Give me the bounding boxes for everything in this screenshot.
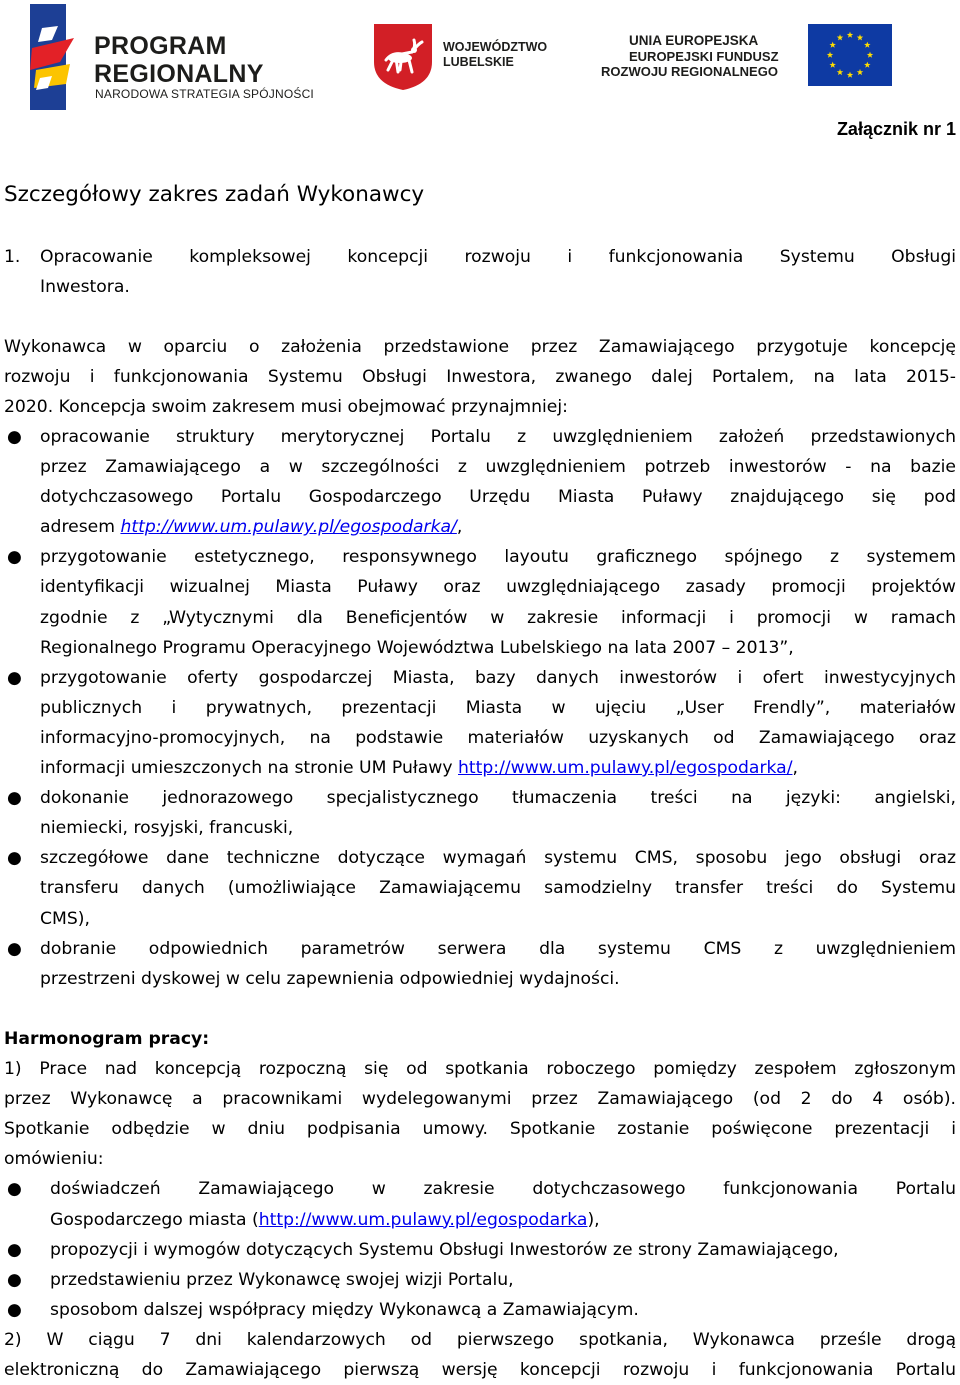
section-1-number: 1. [4,247,21,267]
list-item [4,1295,956,1325]
list-item-line: dokonanie jednorazowego specjalistycznego tłumaczenia treści na języki: angielski, [40,788,956,809]
bullet-icon: ● [7,427,22,447]
voivodeship-line2: LUBELSKIE [443,55,514,69]
bullet-icon: ● [7,848,22,869]
egospodarka-link[interactable]: http://www.um.pulawy.pl/egospodarka/ [120,517,457,538]
list-item-last-line [40,753,956,783]
section-1 [4,242,956,302]
list-item-last-line: niemiecki, rosyjski, francuski, [40,818,294,839]
bullet-icon: ● [7,1239,22,1260]
bullet-icon: ● [7,1179,22,1200]
program-line1: PROGRAM [94,32,227,60]
lubelskie-logo [372,22,562,97]
list-item-line: transferu danych (umożliwiające Zamawiającemu samodzielny transfer treści do Systemu [40,878,956,899]
list-item-last-line: przestrzeni dyskowej w celu zapewnienia odpowiedniej wydajności. [40,968,620,989]
voivodeship-line1: WOJEWÓDZTWO [443,40,548,54]
list-item-text: Gospodarczego miasta ( [50,1209,259,1230]
list-item-line: dotychczasowego Portalu Gospodarczego Urzędu Miasta Puławy znajdującego się pod [40,487,956,508]
schedule-p1-line: przez Wykonawcę a pracownikami wydelegowanymi przez Zamawiającego (od 2 do 4 osób). [4,1089,956,1110]
list-item-line: przygotowanie estetycznego, responsywnego layoutu graficznego spójnego z systemem [40,547,956,568]
list-item-line: przez Zamawiającego a w szczególności z uwzględnieniem potrzeb inwestorów - na bazie [40,457,956,478]
section-1-heading-line1: Opracowanie kompleksowej koncepcji rozwoju i funkcjonowania Systemu Obsługi [40,247,956,267]
list-item [4,1235,956,1265]
intro-paragraph [4,332,956,422]
list-item-line: sposobom dalszej współpracy między Wykonawcą a Zamawiającym. [50,1299,639,1320]
schedule-heading: Harmonogram pracy: [4,1029,210,1049]
header-logos [0,0,960,112]
list-item-line: publicznych i prywatnych, prezentacji Miasta w ujęciu „User Frendly”, materiałów [40,697,956,718]
list-item-line: informacyjno-promocyjnych, na podstawie materiałów uzyskanych od Zamawiającego oraz [40,727,956,748]
list-item-line: zgodnie z „Wytycznymi dla Beneficjentów w zakresie informacji i promocji w ramach [40,607,956,628]
page-title: Szczegółowy zakres zadań Wykonawcy [4,182,425,207]
list-item [4,1174,956,1234]
list-item-line: doświadczeń Zamawiającego w zakresie dotychczasowego funkcjonowania Portalu [50,1179,956,1200]
list-item [4,1265,956,1295]
list-item [4,783,956,843]
list-item-text: informacji umieszczonych na stronie UM Puławy [40,758,458,779]
list-item-line: dobranie odpowiednich parametrów serwera dla systemu CMS z uwzględnieniem [40,938,956,959]
schedule-p2-line: elektroniczną do Zamawiającego pierwszą wersję koncepcji rozwoju i funkcjonowania Portalu [4,1360,956,1381]
program-regionalny-emblem-icon [30,4,92,110]
schedule-p2-line: 2) W ciągu 7 dni kalendarzowych od pierwszego spotkania, Wykonawca prześle drogą [4,1329,956,1350]
bullet-icon: ● [7,938,22,959]
program-line3: NARODOWA STRATEGIA SPÓJNOŚCI [95,87,314,101]
eu-line3: ROZWOJU REGIONALNEGO [601,64,778,79]
schedule-p1-last-line: omówieniu: [4,1149,104,1170]
list-item-line: identyfikacji wizualnej Miasta Puławy oraz uwzględniającego zasady promocji projektów [40,577,956,598]
list-item-text: , [792,758,798,779]
annex-label: Załącznik nr 1 [836,119,956,139]
list-item [4,934,956,994]
eu-line2: EUROPEJSKI FUNDUSZ [629,49,779,64]
list-item [4,422,956,542]
egospodarka-link[interactable]: http://www.um.pulawy.pl/egospodarka [258,1209,588,1230]
list-item-line: opracowanie struktury merytorycznej Portalu z uwzględnieniem założeń przedstawionych [40,427,956,447]
intro-line1: Wykonawca w oparciu o założenia przedstawione przez Zamawiającego przygotuje koncepcję [4,337,956,357]
schedule-p1-line: Spotkanie odbędzie w dniu podpisania umowy. Spotkanie zostanie poświęcone prezentacji i [4,1119,956,1140]
eu-line1: UNIA EUROPEJSKA [629,33,759,48]
list-item-text: ), [587,1209,600,1230]
egospodarka-link[interactable]: http://www.um.pulawy.pl/egospodarka/ [458,758,793,779]
eu-logo [600,24,890,94]
list-item-last-line: CMS), [40,908,90,929]
bullet-icon: ● [7,547,22,568]
bullet-icon: ● [7,788,22,809]
scope-bullet-list [4,422,956,994]
intro-line2: rozwoju i funkcjonowania Systemu Obsługi Inwestora, zwanego dalej Portalem, na lata 2015- [4,367,956,388]
list-item-text: , [456,517,463,538]
bullet-icon: ● [7,1269,22,1290]
list-item-last-line [40,512,956,542]
list-item [4,843,956,933]
list-item-line: szczegółowe dane techniczne dotyczące wymagań systemu CMS, sposobu jego obsługi oraz [40,848,956,869]
program-regionalny-logo [30,4,330,110]
schedule-section [4,1024,956,1385]
list-item [4,542,956,662]
bullet-icon: ● [7,667,22,688]
list-item-line: przedstawieniu przez Wykonawcę swojej wizji Portalu, [50,1269,514,1290]
list-item-line: przygotowanie oferty gospodarczej Miasta, bazy danych inwestorów i ofert inwestycyjnych [40,667,956,688]
section-1-heading-line2: Inwestora. [40,277,130,298]
list-item [4,663,956,783]
eu-flag-icon [808,24,892,86]
program-line2: REGIONALNY [94,60,264,88]
list-item-text: adresem [40,517,121,538]
list-item-last-line: Regionalnego Programu Operacyjnego Województwa Lubelskiego na lata 2007 – 2013”, [40,637,794,658]
intro-line3: 2020. Koncepcja swoim zakresem musi obejmować przynajmniej: [4,397,568,418]
list-item-line: propozycji i wymogów dotyczących Systemu Obsługi Inwestorów ze strony Zamawiającego, [50,1239,839,1260]
list-item-last-line [50,1205,956,1235]
lubelskie-shield-deer-icon [372,22,434,92]
bullet-icon: ● [7,1299,22,1320]
schedule-p1-line: 1) Prace nad koncepcją rozpoczną się od spotkania roboczego pomiędzy zespołem zgłoszonym [4,1059,956,1080]
